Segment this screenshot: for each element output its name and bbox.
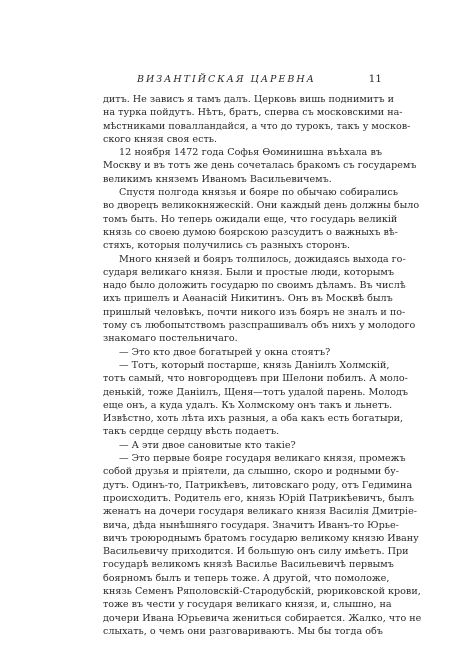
text-line: ихъ пришелъ и Аѳанасій Никитинъ. Онъ въ Москвѣ былъ [103,293,393,305]
text-line: надо было доложить государю по своимъ дѣламъ. Въ числѣ [103,280,406,292]
text-line: дочери Ивана Юрьевича жениться собирается. Жалко, что не [103,612,422,624]
running-title: ВИЗАНТІЙСКАЯ ЦАРЕВНА [137,74,316,85]
text-line: вича, дѣда нынѣшняго государя. Значитъ Иванъ-то Юрье- [103,519,399,531]
text-line: тотъ самый, что новгородцевъ при Шелони побилъ. А моло- [103,373,408,385]
text-line: мѣстниками повалландайся, а что до турокъ, такъ у москов- [103,120,411,132]
text-line: боярномъ былъ и теперь тоже. А другой, что помоложе, [103,572,390,584]
text-line: — Тотъ, который постарше, князь Даніилъ Холмскій, [119,359,390,371]
text-line: великимъ княземъ Иваномъ Васильевичемъ. [103,173,332,185]
text-line: происходитъ. Родитель его, князь Юрій Патрикѣевичъ, былъ [103,492,414,504]
text-line: князь со своею думою боярскою разсудитъ о важныхъ вѣ- [103,226,398,238]
text-line: Спустя полгода князья и бояре по обычаю собирались [119,187,398,199]
text-line: ского князя своя есть. [103,133,218,145]
text-line: на турка пойдутъ. Нѣтъ, братъ, сперва съ московскими на- [103,107,403,119]
text-line: собой друзья и пріятели, да слышно, скоро и родными бу- [103,466,400,478]
body-text [103,93,422,638]
text-line: тоже въ чести у государя великаго князя, и, слышно, на [103,599,392,611]
text-line: такъ сердце сердцу вѣсть подаетъ. [103,426,280,438]
running-head [103,73,382,85]
text-line: томъ быть. Но теперь ожидали еще, что государь великій [103,213,398,225]
text-line: во дворецъ великокняжескій. Они каждый день должны было [103,200,420,212]
text-line: Извѣстно, хоть лѣта ихъ разныя, а оба какъ есть богатыри, [103,413,404,425]
text-line: — А эти двое сановитые кто такіе? [119,439,296,451]
text-line: стяхъ, которыя получились съ разныхъ сторонъ. [103,240,350,252]
text-line: Много князей и бояръ толпилось, дожидаясь выхода го- [119,253,406,265]
text-line: дитъ. Не зависъ я тамъ далъ. Церковь вишь поднимитъ и [103,94,395,105]
text-line: государѣ великомъ князѣ Василье Васильевичѣ первымъ [103,559,394,571]
text-line: 12 ноября 1472 года Софья Ѳоминишна въѣхала въ [119,147,382,159]
text-line: сударя великаго князя. Были и простые люди, которымъ [103,266,394,278]
text-line: Васильевичу приходится. И большую онъ силу имѣетъ. При [103,546,409,558]
text-line: знакомаго постельничаго. [103,333,238,345]
text-line: — Это первые бояре государя великаго князя, промежъ [119,453,406,465]
page-number: 11 [368,73,382,85]
text-line: вичъ троюроднымъ братомъ государю великому князю Ивану [103,532,419,544]
text-line: тому съ любопытствомъ разспрашивалъ объ нихъ у молодого [103,320,416,332]
text-line: женатъ на дочери государя великаго князя Василія Дмитріе- [103,506,418,518]
text-line: — Это кто двое богатырей у окна стоятъ? [119,346,331,358]
text-line: князь Семенъ Ряполовскій-Стародубскій, рюриковской крови, [103,585,421,597]
text-line: пришлый человѣкъ, почти никого изъ бояръ не зналъ и по- [103,306,406,318]
text-line: еще онъ, а куда удалъ. Къ Холмскому онъ такъ и льнетъ. [103,399,393,411]
text-line: слыхать, о чемъ они разговариваютъ. Мы бы тогда объ [103,625,383,637]
text-line: Москву и въ тотъ же день сочеталась бракомъ съ государемъ [103,160,417,172]
text-line: дутъ. Одинъ-то, Патрикѣевъ, литовскаго роду, отъ Гедимина [103,479,413,491]
text-line: денькій, тоже Даніилъ, Щеня—тотъ удалой парень. Молодъ [103,386,408,398]
